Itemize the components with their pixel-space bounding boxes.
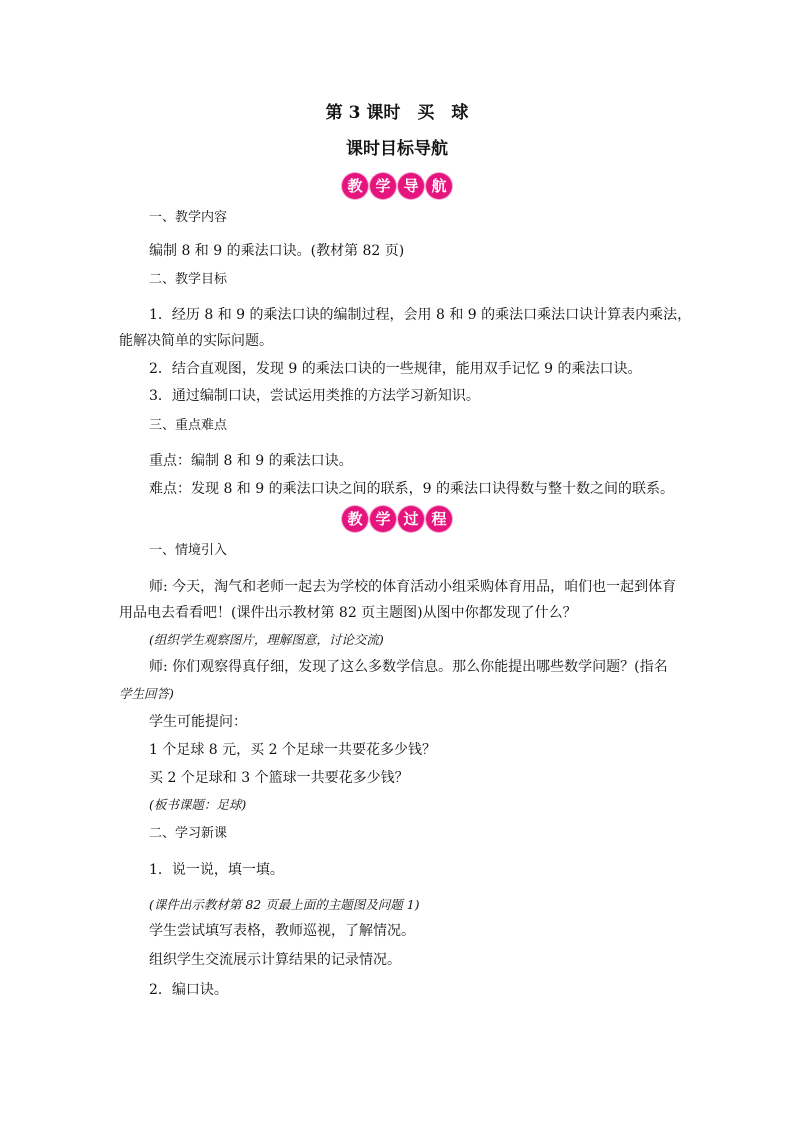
teaching-guide-badge — [0, 173, 794, 201]
section-heading-content: 一、教学内容 — [149, 210, 228, 225]
students-fill: 学生尝试填写表格，教师巡视，了解情况。 — [149, 923, 415, 939]
goal-1-line-2: 能解决简单的实际问题。 — [119, 333, 273, 349]
goal-2: 2．结合直观图，发现 9 的乘法口诀的一些规律，能用双手记忆 9 的乘法口诀。 — [149, 361, 642, 377]
badge-char: 过 — [398, 506, 424, 532]
badge-char: 学 — [370, 173, 396, 199]
badge-char: 教 — [342, 506, 368, 532]
badge-char: 教 — [342, 173, 368, 199]
badge-char: 学 — [370, 506, 396, 532]
difficulty: 难点：发现 8 和 9 的乘法口诀之间的联系，9 的乘法口诀得数与整十数之间的联系。 — [149, 481, 674, 497]
note-observe: (组织学生观察图片，理解图意，讨论交流) — [149, 632, 384, 647]
section-heading-intro: 一、情境引入 — [149, 543, 228, 558]
note-courseware: (课件出示教材第 82 页最上面的主题图及问题 1) — [149, 897, 420, 912]
section-heading-goals: 二、教学目标 — [149, 272, 228, 287]
goal-3: 3．通过编制口诀，尝试运用类推的方法学习新知识。 — [149, 388, 480, 404]
key-point: 重点：编制 8 和 9 的乘法口诀。 — [149, 453, 353, 469]
badge-char: 程 — [426, 506, 452, 532]
question-2: 买 2 个足球和 3 个篮球一共要花多少钱？ — [149, 770, 409, 786]
organize-share: 组织学生交流展示计算结果的记录情况。 — [149, 952, 401, 968]
section-heading-new-lesson: 二、学习新课 — [149, 826, 228, 841]
teacher-speech-1-line-2: 用品电去看看吧！(课件出示教材第 82 页主题图)从图中你都发现了什么？ — [119, 605, 577, 621]
lesson-title: 第 3 课时 买 球 — [325, 103, 469, 123]
teaching-process-badge — [0, 506, 794, 534]
badge-char: 航 — [426, 173, 452, 199]
teacher-speech-2-line-2: 学生回答) — [119, 686, 174, 701]
badge-char: 导 — [398, 173, 424, 199]
lesson-subtitle: 课时目标导航 — [346, 139, 448, 159]
teacher-speech-2-line-1: 师: 你们观察得真仔细，发现了这么多数学信息。那么你能提出哪些数学问题？(指名 — [149, 659, 668, 675]
content-text: 编制 8 和 9 的乘法口诀。(教材第 82 页) — [149, 243, 405, 259]
teacher-speech-1-line-1: 师: 今天，淘气和老师一起去为学校的体育活动小组采购体育用品，咱们也一起到体育 — [149, 579, 677, 595]
step-2: 2．编口诀。 — [149, 982, 228, 998]
note-board: (板书课题：足球) — [149, 797, 247, 812]
students-may-ask: 学生可能提问： — [149, 714, 247, 730]
question-1: 1 个足球 8 元，买 2 个足球一共要花多少钱？ — [149, 742, 436, 758]
step-1: 1．说一说，填一填。 — [149, 862, 284, 878]
section-heading-keypoints: 三、重点难点 — [149, 418, 228, 433]
goal-1-line-1: 1．经历 8 和 9 的乘法口诀的编制过程，会用 8 和 9 的乘法口乘法口诀计算表内乘法， — [149, 307, 692, 323]
